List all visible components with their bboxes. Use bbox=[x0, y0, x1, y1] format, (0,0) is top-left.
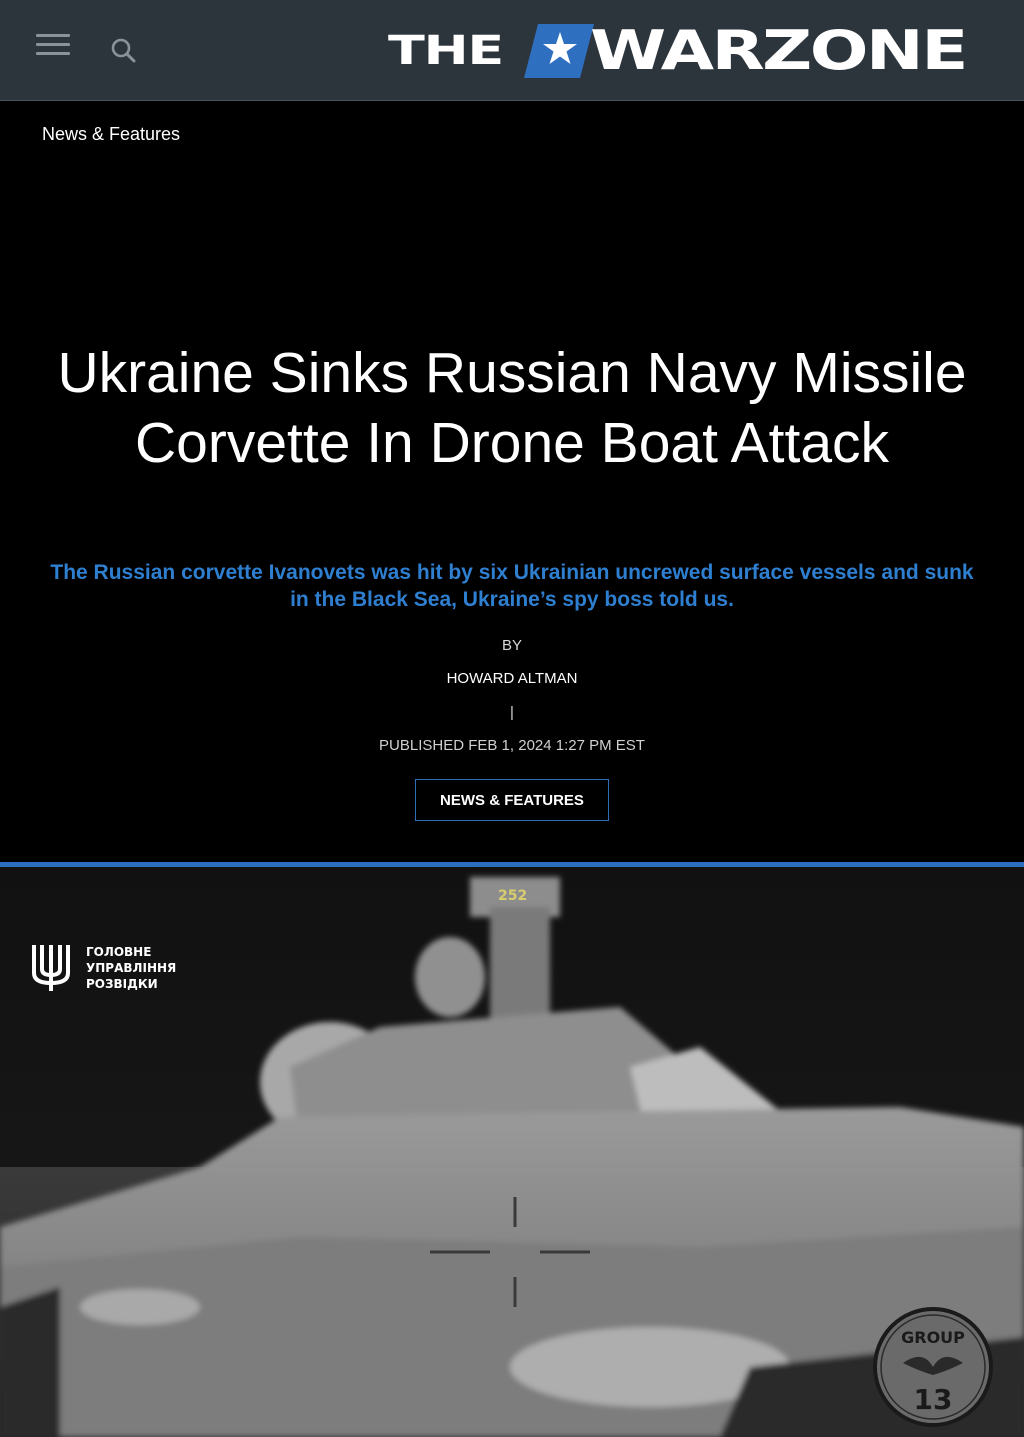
breadcrumb[interactable]: News & Features bbox=[42, 124, 181, 144]
gur-line-1: ГОЛОВНЕ bbox=[86, 945, 152, 959]
logo-the-text: THE bbox=[388, 28, 503, 74]
menu-icon[interactable] bbox=[36, 34, 70, 60]
author-link[interactable]: HOWARD ALTMAN bbox=[446, 670, 578, 687]
category-tag-button[interactable]: NEWS & FEATURES bbox=[415, 779, 609, 821]
gur-line-3: РОЗВІДКИ bbox=[86, 977, 158, 991]
trident-icon bbox=[30, 943, 72, 993]
publish-date: PUBLISHED FEB 1, 2024 1:27 PM EST bbox=[379, 737, 645, 754]
group-13-badge bbox=[875, 1309, 991, 1425]
byline-label: BY bbox=[501, 637, 522, 654]
gur-line-2: УПРАВЛІННЯ bbox=[86, 961, 177, 975]
hull-number: 252 bbox=[498, 888, 528, 904]
badge-number: 13 bbox=[913, 1383, 953, 1416]
gur-watermark bbox=[30, 943, 176, 993]
article-dek: The Russian corvette Ivanovets was hit by six Ukrainian uncrewed surface vessels and sunk in the Black Sea, Ukraine’s spy boss told us. bbox=[50, 561, 974, 611]
byline-separator: | bbox=[510, 704, 514, 721]
site-header bbox=[0, 0, 1024, 101]
logo-warzone-text: WARZONE bbox=[590, 19, 966, 82]
site-logo[interactable] bbox=[388, 19, 1002, 82]
search-icon[interactable] bbox=[110, 37, 138, 65]
badge-top-text: GROUP bbox=[901, 1328, 965, 1347]
article-title: Ukraine Sinks Russian Navy Missile Corvette In Drone Boat Attack bbox=[57, 341, 967, 475]
